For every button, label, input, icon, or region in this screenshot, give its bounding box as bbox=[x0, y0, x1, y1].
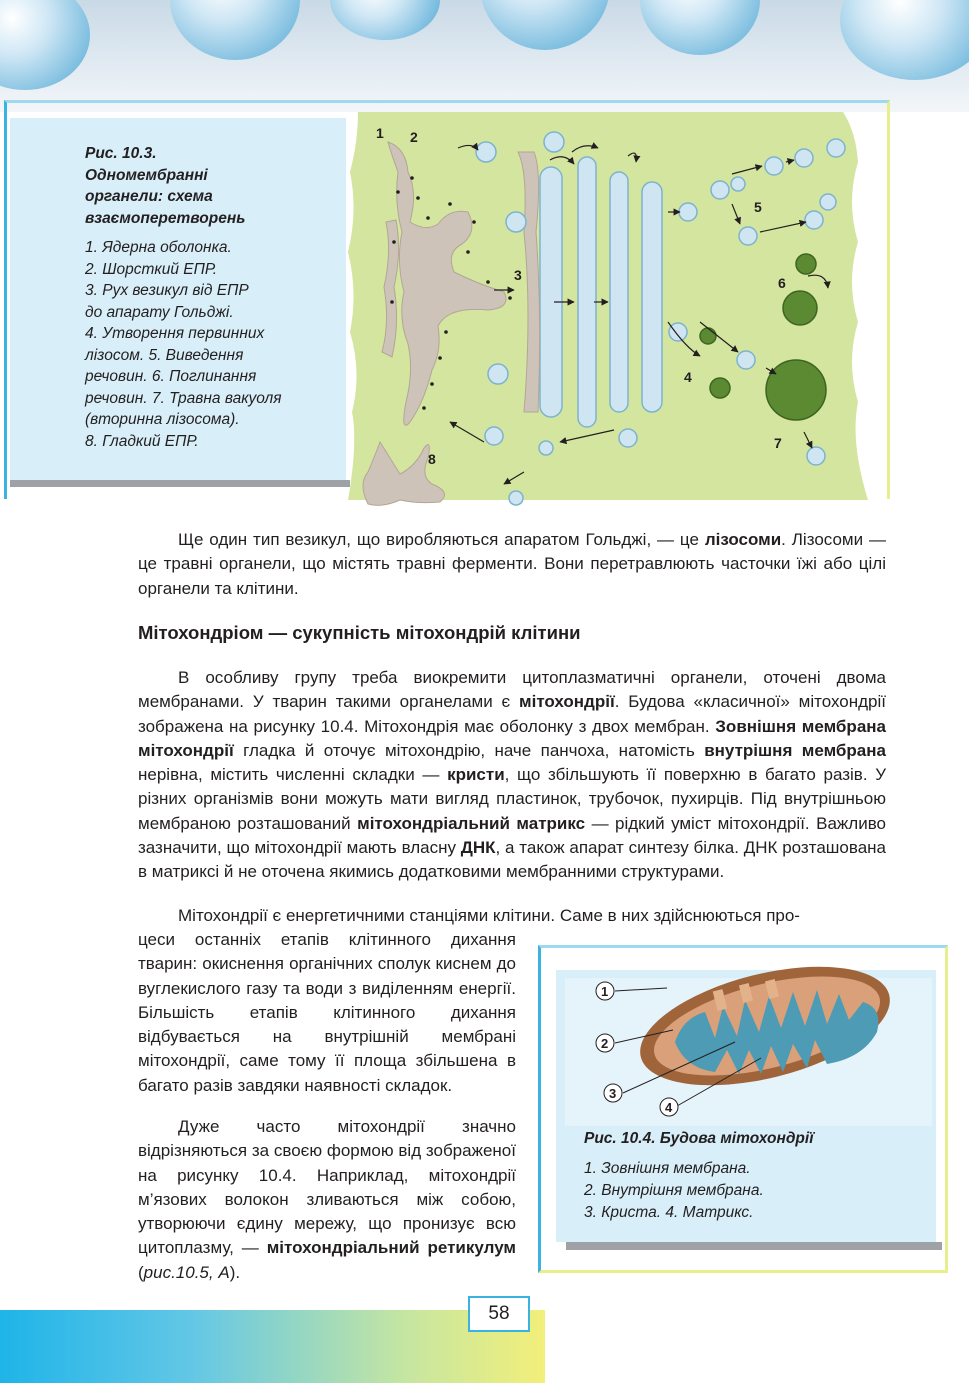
paragraph-mitochondria-energy: цеси останніх етапів клітинного дихання тварин: окиснення органічних сполук киснем до вуглекислого газу та води з виділенням енергії. Більшість етапів клітинного дихання відбувається на внутрішній мембрані мітохондрії, саме тому її площа збільшена в багато разів завдяки наявності складок. bbox=[138, 930, 516, 1095]
mitochondrion-diagram bbox=[565, 946, 932, 1126]
text-run: , що збільшують її поверхню в багато разів. У різних організмів вони можуть мати вигляд пластинок, трубочок, пухирців. Під внутрішньою мембраною розташований bbox=[138, 765, 887, 833]
diagram-label-7: 7 bbox=[774, 435, 782, 451]
text-run: . Будова «класичної» мітохондрії зображена на рисунку 10.4. Мітохондрія має оболонку з двох мембран. bbox=[138, 692, 886, 736]
marker-1: 1 bbox=[601, 984, 609, 999]
legend-line: 8. Гладкий ЕПР. bbox=[85, 432, 199, 450]
diagram-label-2: 2 bbox=[410, 129, 418, 145]
figure-title-line: Рис. 10.3. bbox=[85, 145, 157, 162]
legend-line: лізосом. 5. Виведення bbox=[85, 346, 244, 364]
banner-bubble bbox=[330, 0, 440, 40]
banner-bubble bbox=[640, 0, 760, 55]
figure-10-3-legend bbox=[85, 237, 340, 452]
marker-2: 2 bbox=[601, 1036, 609, 1051]
text-run: ( bbox=[138, 1262, 144, 1282]
bold-term: Зовнішня мембрана мітохондрії bbox=[138, 716, 886, 760]
banner-bubble bbox=[0, 0, 90, 90]
diagram-label-4: 4 bbox=[684, 369, 692, 385]
paragraph-mitochondrial-reticulum bbox=[138, 1115, 516, 1285]
diagram-label-8: 8 bbox=[428, 451, 436, 467]
text-run: гладка й оточує мітохондрію, наче панчоха, натомість bbox=[233, 740, 705, 760]
paragraph-lysosomes bbox=[138, 528, 886, 601]
legend-line: 2. Внутрішня мембрана. bbox=[584, 1182, 764, 1199]
paragraph-mitochondria-energy-line1: Мітохондрії є енергетичними станціями клітини. Саме в них здійснюються про- bbox=[178, 906, 800, 925]
marker-3: 3 bbox=[609, 1086, 617, 1101]
marker-4: 4 bbox=[665, 1100, 673, 1115]
legend-line: речовин. 7. Травна вакуоля bbox=[85, 389, 282, 407]
text-run: рис.10.5, А bbox=[143, 1262, 230, 1282]
organelle-diagram bbox=[328, 112, 884, 512]
text-run: — рідкий уміст мітохондрії. Важливо зазначити, що мітохондрії мають власну bbox=[138, 813, 886, 858]
page-number: 58 bbox=[468, 1296, 530, 1332]
bold-term: мітохондріальний матрикс bbox=[357, 813, 586, 833]
banner-bubble bbox=[480, 0, 610, 50]
figure-10-3-title bbox=[85, 143, 340, 229]
section-heading: Мітохондріом — сукупність мітохондрій клітини bbox=[138, 622, 581, 643]
text-run: нерівна, містить численні складки — bbox=[138, 765, 448, 785]
top-banner bbox=[0, 0, 969, 112]
figure-10-4-shadow bbox=[566, 1242, 942, 1250]
paragraph-mitochondria-structure bbox=[138, 666, 886, 885]
diagram-label-6: 6 bbox=[778, 275, 786, 291]
figure-10-4-title: Рис. 10.4. Будова мітохондрії bbox=[584, 1130, 814, 1147]
text-run: Дуже часто мітохондрії значно відрізняються за своєю формою від зображеної на рисунку 10.4. Наприклад, мітохондрії м’язових волокон зливаються між собою, утворюючи єдину мережу, що пронизує всю цитоплазму, — bbox=[138, 1117, 516, 1258]
banner-bubble bbox=[170, 0, 300, 60]
text-run: В особливу групу треба виокремити цитоплазматичні органели, оточені двома мембранами. У тварин такими органелами є bbox=[138, 668, 886, 712]
text-run: Ще один тип везикул, що виробляються апаратом Гольджі, — це bbox=[178, 530, 705, 549]
legend-line: 3. Рух везикул від ЕПР bbox=[85, 282, 249, 299]
bold-term: мітохондрії bbox=[519, 692, 615, 712]
figure-10-3-caption bbox=[85, 143, 340, 452]
diagram-label-1: 1 bbox=[376, 125, 384, 141]
legend-line: 1. Ядерна оболонка. bbox=[85, 239, 232, 256]
diagram-label-5: 5 bbox=[754, 199, 762, 215]
legend-line: 1. Зовнішня мембрана. bbox=[584, 1160, 751, 1177]
figure-title-line: взаємоперетворень bbox=[85, 209, 246, 227]
legend-line: 2. Шорсткий ЕПР. bbox=[85, 260, 218, 278]
figure-title-line: Одномембранні bbox=[85, 166, 208, 184]
text-run: , а також апарат синтезу білка. ДНК розташована в матриксі й не оточена якимись додатковими мембранними структурами. bbox=[138, 838, 887, 882]
figure-title-line: органели: схема bbox=[85, 188, 213, 205]
legend-line: (вторинна лізосома). bbox=[85, 411, 240, 428]
banner-bubble bbox=[840, 0, 969, 80]
bold-term: мітохондріальний ретикулум bbox=[266, 1238, 516, 1258]
bold-term: внутрішня мембрана bbox=[704, 740, 886, 760]
legend-line: речовин. 6. Поглинання bbox=[85, 368, 257, 385]
diagram-label-3: 3 bbox=[514, 267, 522, 283]
bold-term: кристи bbox=[447, 765, 505, 785]
footer-bar bbox=[0, 1310, 545, 1383]
figure-10-4-caption bbox=[584, 1128, 924, 1224]
bold-term: ДНК bbox=[460, 838, 496, 858]
legend-line: 3. Криста. 4. Матрикс. bbox=[584, 1204, 754, 1221]
bold-term: лізосоми bbox=[704, 530, 782, 549]
legend-line: до апарату Гольджі. bbox=[85, 303, 234, 321]
text-run: ). bbox=[229, 1262, 241, 1282]
figure-10-3-shadow bbox=[10, 480, 350, 487]
text-run: . Лізосоми — це травні органели, що містять травні ферменти. Вони перетравлюють часточки їжі або цілі органели та клітини. bbox=[138, 530, 886, 598]
legend-line: 4. Утворення первинних bbox=[85, 325, 265, 342]
